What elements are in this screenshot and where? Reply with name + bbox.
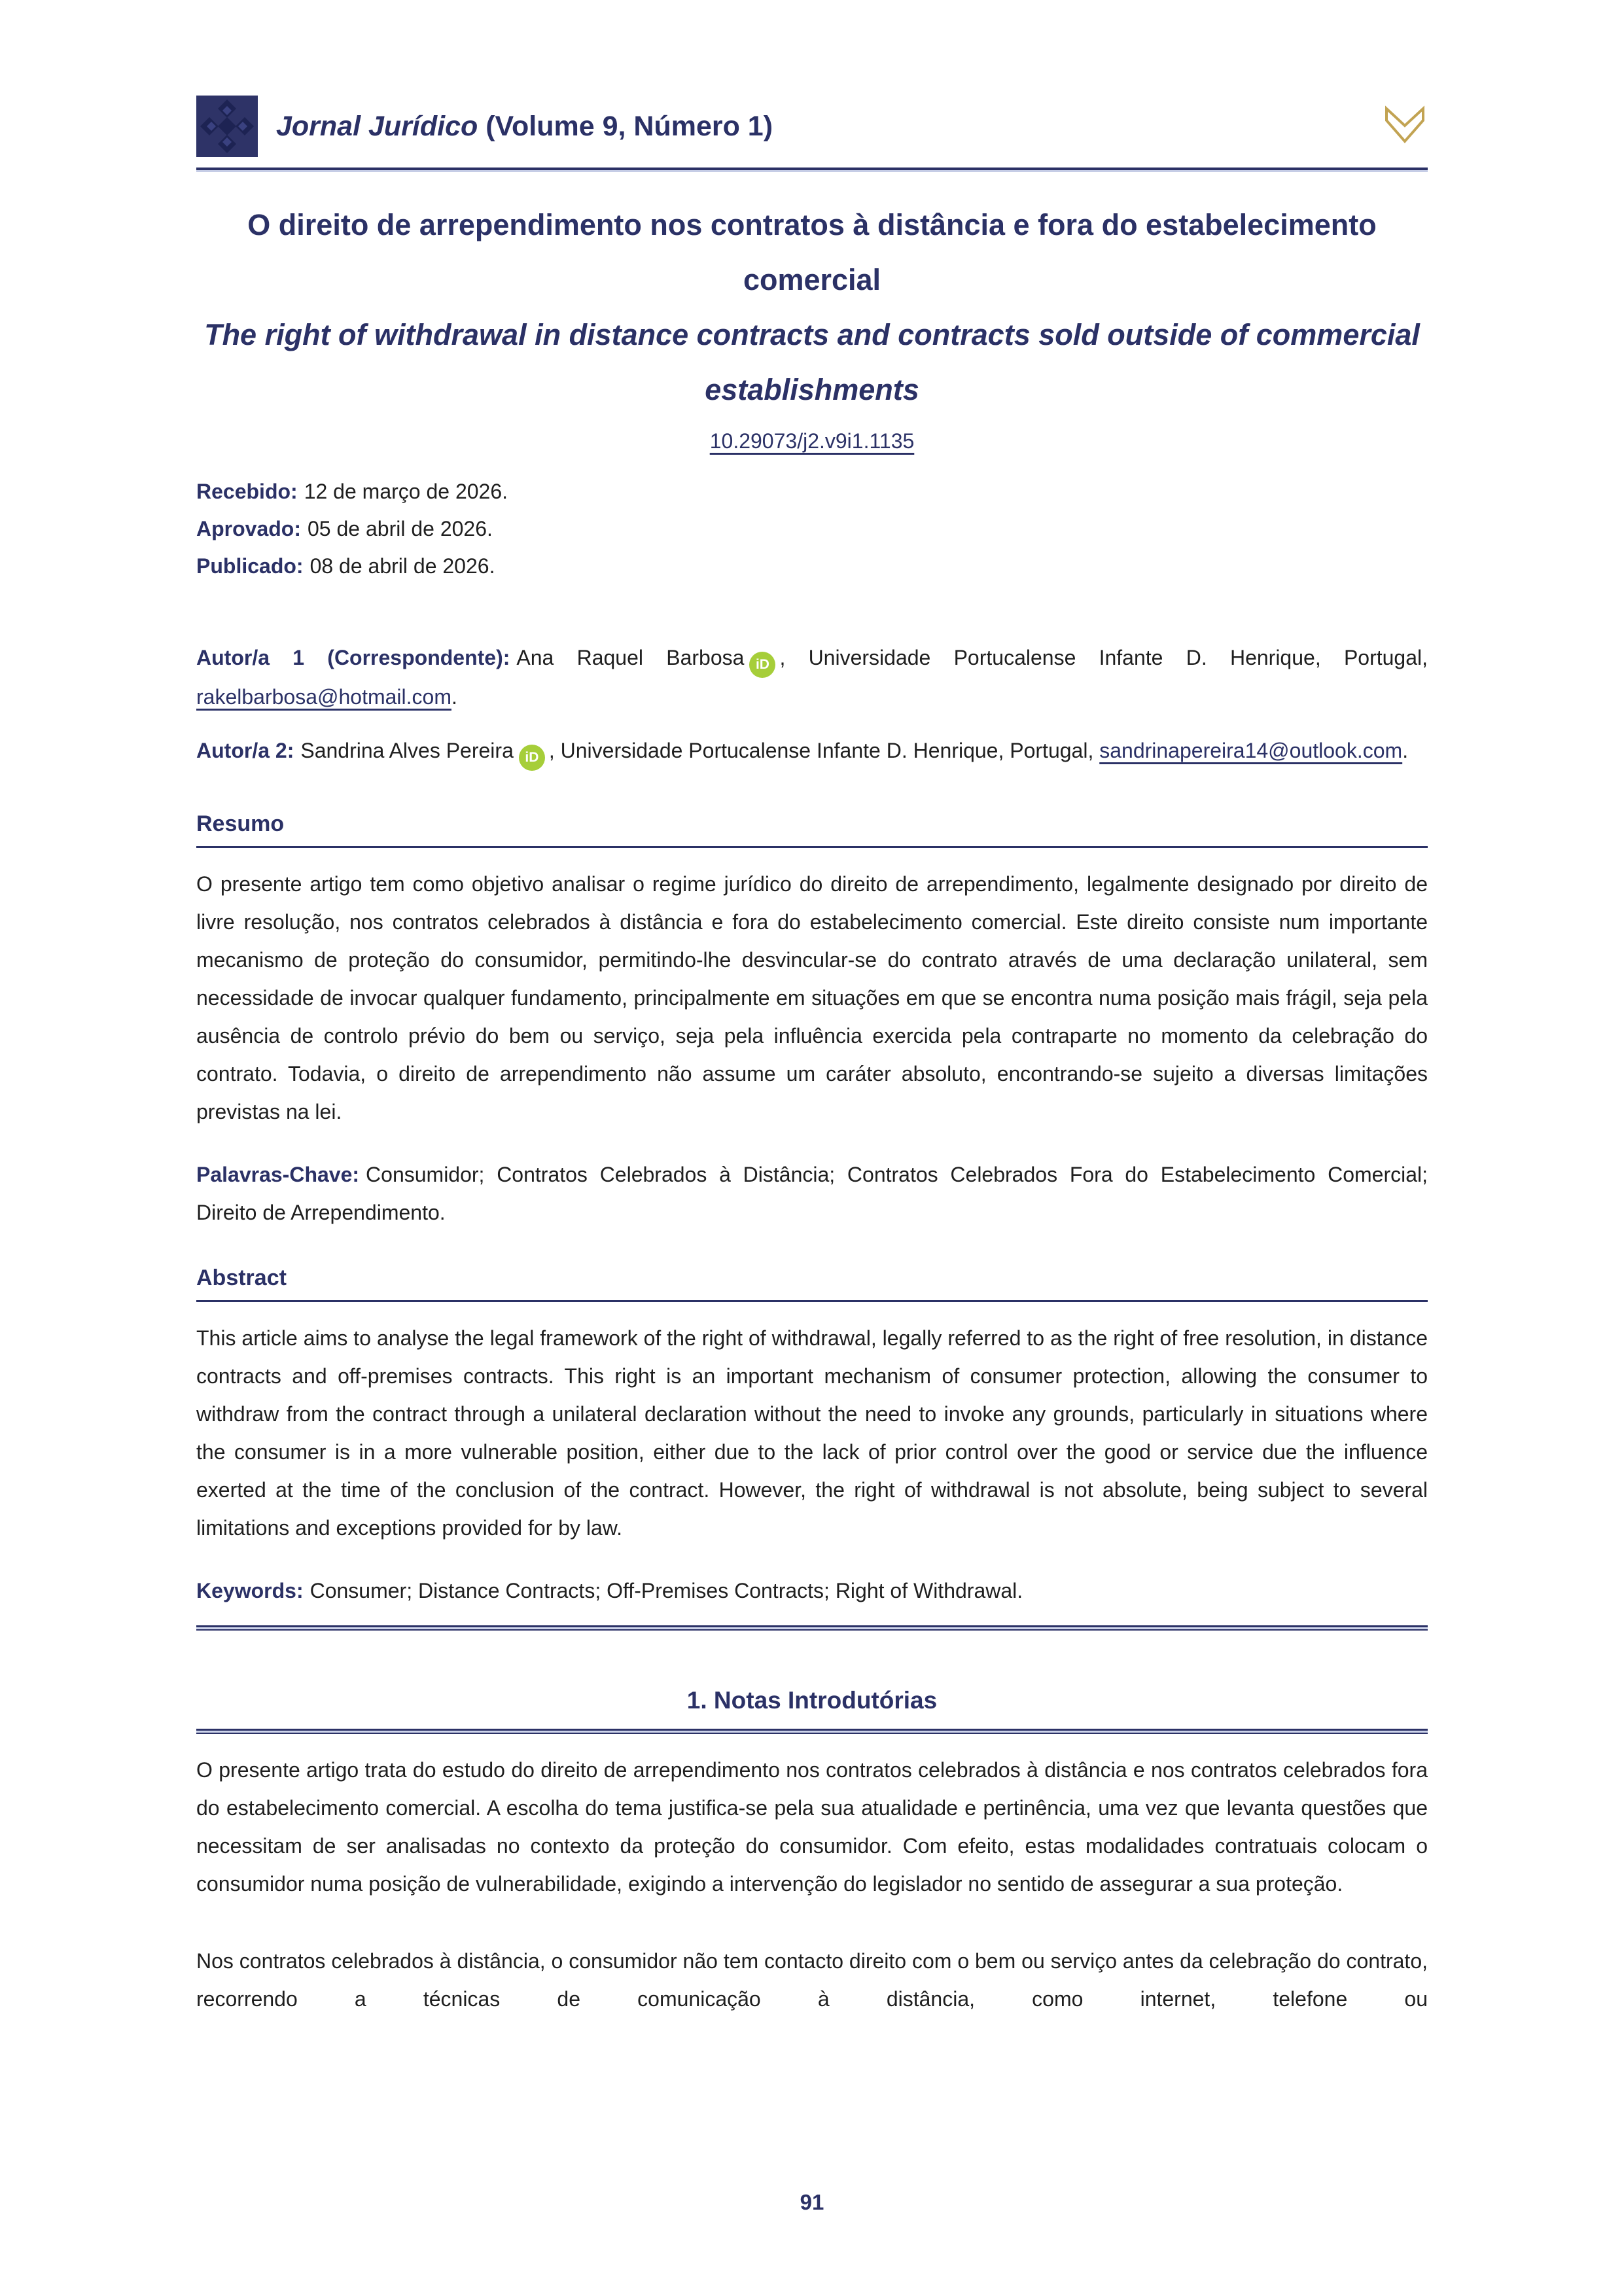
section-1-heading: 1. Notas Introdutórias: [686, 1687, 938, 1714]
dates-block: [196, 473, 1428, 585]
page-number: 91: [800, 2190, 824, 2214]
date-received: [196, 473, 1428, 510]
header-divider: [196, 168, 1428, 170]
header-brand: [196, 96, 773, 157]
author-1-suffix: .: [451, 685, 457, 709]
journal-title: [276, 111, 773, 143]
double-chevron-down-icon: [1383, 105, 1426, 147]
authors-block: [196, 639, 1428, 771]
author-1-line: [196, 639, 1428, 716]
journal-name: Jornal Jurídico: [276, 110, 478, 142]
keywords-text: Consumer; Distance Contracts; Off-Premises Contracts; Right of Withdrawal.: [309, 1579, 1023, 1602]
abstract-heading: Abstract: [196, 1265, 287, 1290]
author-1-affiliation: , Universidade Portucalense Infante D. Henrique, Portugal,: [779, 646, 1428, 669]
journal-logo-icon: [196, 96, 258, 157]
date-published-value: 08 de abril de 2026.: [309, 554, 495, 578]
author-2-name: Sandrina Alves Pereira: [300, 739, 514, 762]
article-title-pt: O direito de arrependimento nos contratos à distância e fora do estabelecimento comercial: [247, 208, 1377, 296]
section-1-paragraph-2: Nos contratos celebrados à distância, o consumidor não tem contacto direito com o bem ou serviço antes da celebração do contrato, recorrendo a técnicas de comunicação à distância, como internet, telefone ou: [196, 1949, 1428, 2011]
title-block: [196, 198, 1428, 417]
date-published: [196, 548, 1428, 585]
author-2-email-link[interactable]: sandrinapereira14@outlook.com: [1099, 739, 1403, 762]
keywords-label: Keywords:: [196, 1579, 304, 1602]
author-2-label: Autor/a 2:: [196, 739, 294, 762]
palavras-chave-label: Palavras-Chave:: [196, 1163, 360, 1186]
author-1-label: Autor/a 1 (Correspondente):: [196, 646, 510, 669]
date-published-label: Publicado:: [196, 554, 304, 578]
palavras-chave-line: [196, 1156, 1428, 1231]
resumo-heading: Resumo: [196, 811, 285, 836]
palavras-chave-text: Consumidor; Contratos Celebrados à Distância; Contratos Celebrados Fora do Estabelecimento Comercial; Direito de Arrependimento.: [196, 1163, 1428, 1224]
date-approved-value: 05 de abril de 2026.: [308, 517, 493, 540]
date-approved: [196, 510, 1428, 548]
author-2-suffix: .: [1402, 739, 1409, 762]
section-1-paragraph-1: O presente artigo trata do estudo do direito de arrependimento nos contratos celebrados à distância e nos contratos celebrados fora do estabelecimento comercial. A escolha do tema justifica-se pela sua atualidade e pertinência, uma vez que levanta questões que necessitam de ser analisadas no contexto da proteção do consumidor. Com efeito, estas modalidades contratuais colocam o consumidor numa posição de vulnerabilidade, exigindo a intervenção do legislador no sentido de assegurar a sua proteção.: [196, 1758, 1428, 1896]
section-1-divider: [196, 1729, 1428, 1734]
author-1-name: Ana Raquel Barbosa: [516, 646, 745, 669]
article-title-en: The right of withdrawal in distance contracts and contracts sold outside of commercial establishments: [204, 318, 1420, 406]
author-2-affiliation: , Universidade Portucalense Infante D. Henrique, Portugal,: [548, 739, 1094, 762]
abstract-divider: [196, 1300, 1428, 1302]
author-2-line: [196, 732, 1428, 771]
keywords-line: [196, 1572, 1428, 1610]
date-received-label: Recebido:: [196, 480, 298, 503]
journal-volume: (Volume 9, Número 1): [478, 110, 773, 142]
orcid-icon[interactable]: iD: [749, 652, 775, 678]
resumo-divider: [196, 846, 1428, 848]
author-1-email-link[interactable]: rakelbarbosa@hotmail.com: [196, 685, 451, 709]
doi-link[interactable]: 10.29073/j2.v9i1.1135: [709, 429, 915, 453]
abstract-text: This article aims to analyse the legal framework of the right of withdrawal, legally referred to as the right of free resolution, in distance contracts and off-premises contracts. This right is an important mechanism of consumer protection, allowing the consumer to withdraw from the contract through a unilateral declaration without the need to invoke any grounds, particularly in situations where the consumer is in a more vulnerable position, either due to the lack of prior control over the good or service due the influence exerted at the time of the conclusion of the contract. However, the right of withdrawal is not absolute, being subject to several limitations and exceptions provided for by law.: [196, 1326, 1428, 1540]
date-received-value: 12 de março de 2026.: [304, 480, 508, 503]
page-header: [196, 0, 1428, 157]
doi-line: [196, 429, 1428, 453]
keywords-bottom-divider: [196, 1625, 1428, 1631]
date-approved-label: Aprovado:: [196, 517, 301, 540]
orcid-icon[interactable]: iD: [519, 745, 545, 771]
resumo-text: O presente artigo tem como objetivo analisar o regime jurídico do direito de arrependimento, legalmente designado por direito de livre resolução, nos contratos celebrados à distância e fora do estabelecimento comercial. Este direito consiste num importante mecanismo de proteção do consumidor, permitindo-lhe desvincular-se do contrato através de uma declaração unilateral, sem necessidade de invocar qualquer fundamento, principalmente em situações em que se encontra numa posição mais frágil, seja pela ausência de controlo prévio do bem ou serviço, seja pela influência exercida pela contraparte no momento da celebração do contrato. Todavia, o direito de arrependimento não assume um caráter absoluto, encontrando-se sujeito a diversas limitações previstas na lei.: [196, 872, 1428, 1123]
